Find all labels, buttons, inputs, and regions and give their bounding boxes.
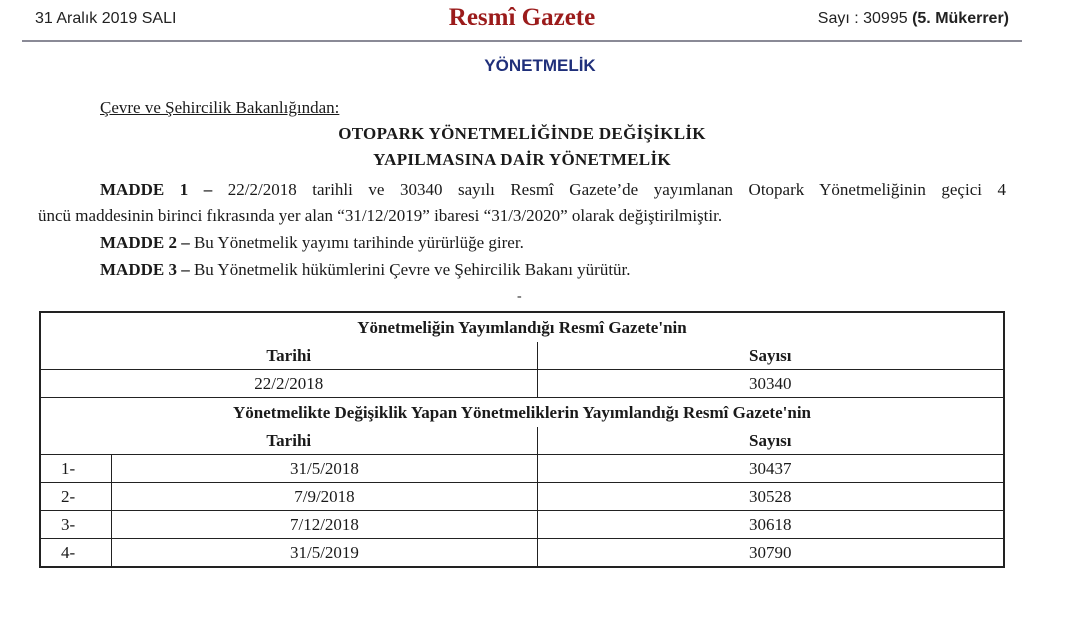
column-header-number-2: Sayısı <box>537 427 1004 455</box>
table-row <box>40 370 1004 398</box>
original-regulation-heading: Yönetmeliğin Yayımlandığı Resmî Gazete'nin <box>40 312 1004 342</box>
amendment-number: 30790 <box>537 539 1004 568</box>
row-index: 2- <box>40 483 112 511</box>
issue-prefix: Sayı : 30995 <box>817 10 913 27</box>
gazette-header <box>22 0 1022 42</box>
section-type: YÖNETMELİK <box>484 56 596 75</box>
document-title-line-1: OTOPARK YÖNETMELİĞİNDE DEĞİŞİKLİK <box>338 124 706 143</box>
column-header-date-2: Tarihi <box>40 427 537 455</box>
amendments-heading: Yönetmelikte Değişiklik Yapan Yönetmeliklerin Yayımlandığı Resmî Gazete'nin <box>40 398 1004 428</box>
article-3 <box>100 260 631 280</box>
amendment-date: 31/5/2018 <box>112 455 537 483</box>
document-title-line-2: YAPILMASINA DAİR YÖNETMELİK <box>373 150 671 169</box>
article-2-text: Bu Yönetmelik yayımı tarihinde yürürlüğe girer. <box>189 233 524 252</box>
amendment-date: 31/5/2019 <box>112 539 537 568</box>
table-row <box>40 455 1004 483</box>
publication-date: 31 Aralık 2019 SALI <box>35 10 177 27</box>
article-2-label: MADDE 2 – <box>100 233 190 252</box>
original-date: 22/2/2018 <box>40 370 537 398</box>
amendment-number: 30528 <box>537 483 1004 511</box>
article-1-text: 22/2/2018 tarihli ve 30340 sayılı Resmî Gazete’de yayımlanan Otopark Yönetmeliğinin geçici 4 <box>212 180 1006 199</box>
article-3-text: Bu Yönetmelik hükümlerini Çevre ve Şehircilik Bakanı yürütür. <box>189 260 631 279</box>
article-1-label: MADDE 1 – <box>100 180 213 199</box>
amendment-date: 7/12/2018 <box>112 511 537 539</box>
amendment-number: 30618 <box>537 511 1004 539</box>
gazette-title: Resmî Gazete <box>448 4 596 31</box>
amendment-number: 30437 <box>537 455 1004 483</box>
amendment-date: 7/9/2018 <box>112 483 537 511</box>
issuing-ministry: Çevre ve Şehircilik Bakanlığından: <box>100 98 340 117</box>
article-1-continued: üncü maddesinin birinci fıkrasında yer alan “31/12/2019” ibaresi “31/3/2020” olarak değiştirilmiştir. <box>38 206 723 225</box>
row-index: 1- <box>40 455 112 483</box>
column-header-number: Sayısı <box>537 342 1004 370</box>
column-header-date: Tarihi <box>40 342 537 370</box>
issue-reprint-label: (5. Mükerrer) <box>912 10 1009 27</box>
row-index: 3- <box>40 511 112 539</box>
article-2 <box>100 233 524 253</box>
table-row <box>40 511 1004 539</box>
original-number: 30340 <box>537 370 1004 398</box>
separator-dash: - <box>517 289 522 304</box>
issue-number <box>818 10 1009 28</box>
article-1 <box>100 180 1006 200</box>
table-row <box>40 539 1004 568</box>
table-row <box>40 483 1004 511</box>
row-index: 4- <box>40 539 112 568</box>
gazette-history-table <box>39 311 1005 568</box>
article-3-label: MADDE 3 – <box>100 260 190 279</box>
